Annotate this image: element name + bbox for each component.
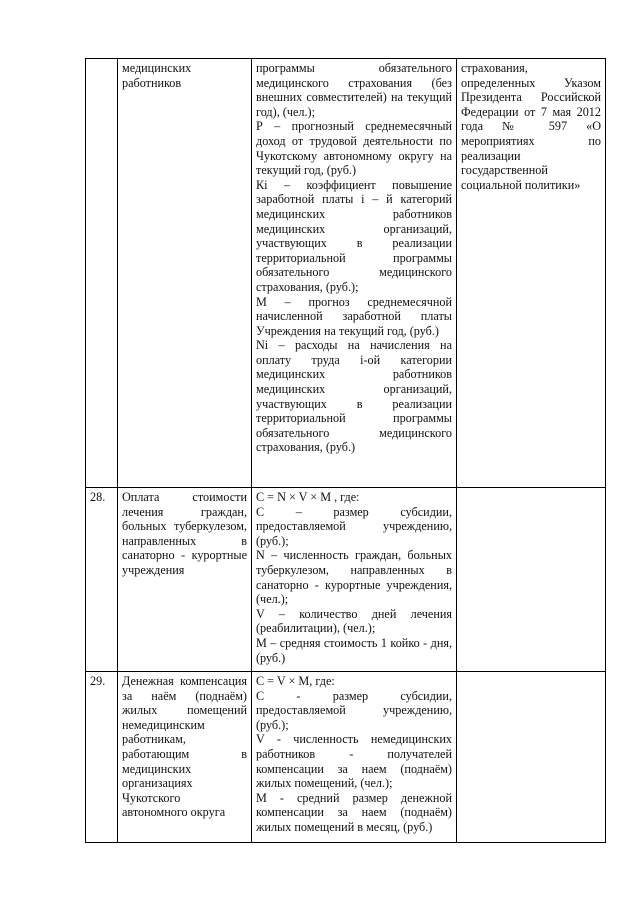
table-row bbox=[86, 488, 606, 672]
subsidy-calculation-table bbox=[85, 58, 606, 843]
formula-line: C = N × V × M , где: bbox=[256, 490, 360, 504]
expense-name bbox=[118, 672, 252, 843]
table-row bbox=[86, 672, 606, 843]
formula-line: М – прогноз среднемесячной начисленной заработной платы Учреждения на текущий год, (руб.) bbox=[256, 294, 452, 338]
formula-line: C = V × M, где: bbox=[256, 674, 335, 688]
row-number: 29. bbox=[86, 672, 118, 843]
formula-line: М – средняя стоимость 1 койко - дня, (руб.) bbox=[256, 635, 452, 665]
formula-cell bbox=[252, 672, 457, 843]
legal-basis-cell bbox=[457, 59, 606, 488]
formula-line: N – численность граждан, больных туберкулезом, направленных в санаторно - курортные учреждения, (чел.); bbox=[256, 548, 452, 607]
expense-name-text: медицинских работников bbox=[122, 61, 192, 90]
formula-line: Ni – расходы на начисления на оплату труда i-ой категории медицинских работников медицинских организаций, участвующих в реализации территориальной программы обязательного медицинского страхования, (руб.) bbox=[256, 338, 452, 455]
formula-line: Кi – коэффициент повышение заработной платы i – й категорий медицинских работников медицинских организаций, участвующих в реализации территориальной программы обязательного медицинского страхования, (руб.); bbox=[256, 177, 452, 294]
document-page bbox=[85, 58, 605, 843]
table-row bbox=[86, 59, 606, 488]
legal-basis-cell bbox=[457, 672, 606, 843]
legal-basis-cell bbox=[457, 488, 606, 672]
legal-basis-text: страхования, определенных Указом Президента Российской Федерации от 7 мая 2012 года № 597 «О мероприятиях по реализации государственной социальной политики» bbox=[461, 61, 601, 192]
formula-cell bbox=[252, 59, 457, 488]
expense-name-text: Оплата стоимости лечения граждан, больных туберкулезом, направленных в санаторно - курортные учреждения bbox=[122, 490, 247, 577]
formula-line: V – количество дней лечения (реабилитации), (чел.); bbox=[256, 606, 452, 636]
formula-cell bbox=[252, 488, 457, 672]
formula-line: программы обязательного медицинского страхования (без внешних совместителей) на текущий год), (чел.); bbox=[256, 61, 452, 119]
row-number bbox=[86, 59, 118, 488]
formula-line: Р – прогнозный среднемесячный доход от трудовой деятельности по Чукотскому автономному округу на текущий год, (руб.) bbox=[256, 119, 452, 178]
formula-line: М - средний размер денежной компенсации за наем (поднаём) жилых помещений в месяц, (руб.) bbox=[256, 790, 452, 834]
row-number: 28. bbox=[86, 488, 118, 672]
formula-line: С - размер субсидии, предоставляемой учреждению, (руб.); bbox=[256, 688, 452, 732]
expense-name-text: Денежная компенсация за наём (поднаём) жилых помещений немедицинским работникам, работающим в медицинских организациях Чукотского автономного округа bbox=[122, 674, 247, 820]
formula-line: С – размер субсидии, предоставляемой учреждению, (руб.); bbox=[256, 504, 452, 548]
expense-name bbox=[118, 59, 252, 488]
formula-line: V - численность немедицинских работников - получателей компенсации за наем (поднаём) жилых помещений, (чел.); bbox=[256, 732, 452, 791]
expense-name bbox=[118, 488, 252, 672]
